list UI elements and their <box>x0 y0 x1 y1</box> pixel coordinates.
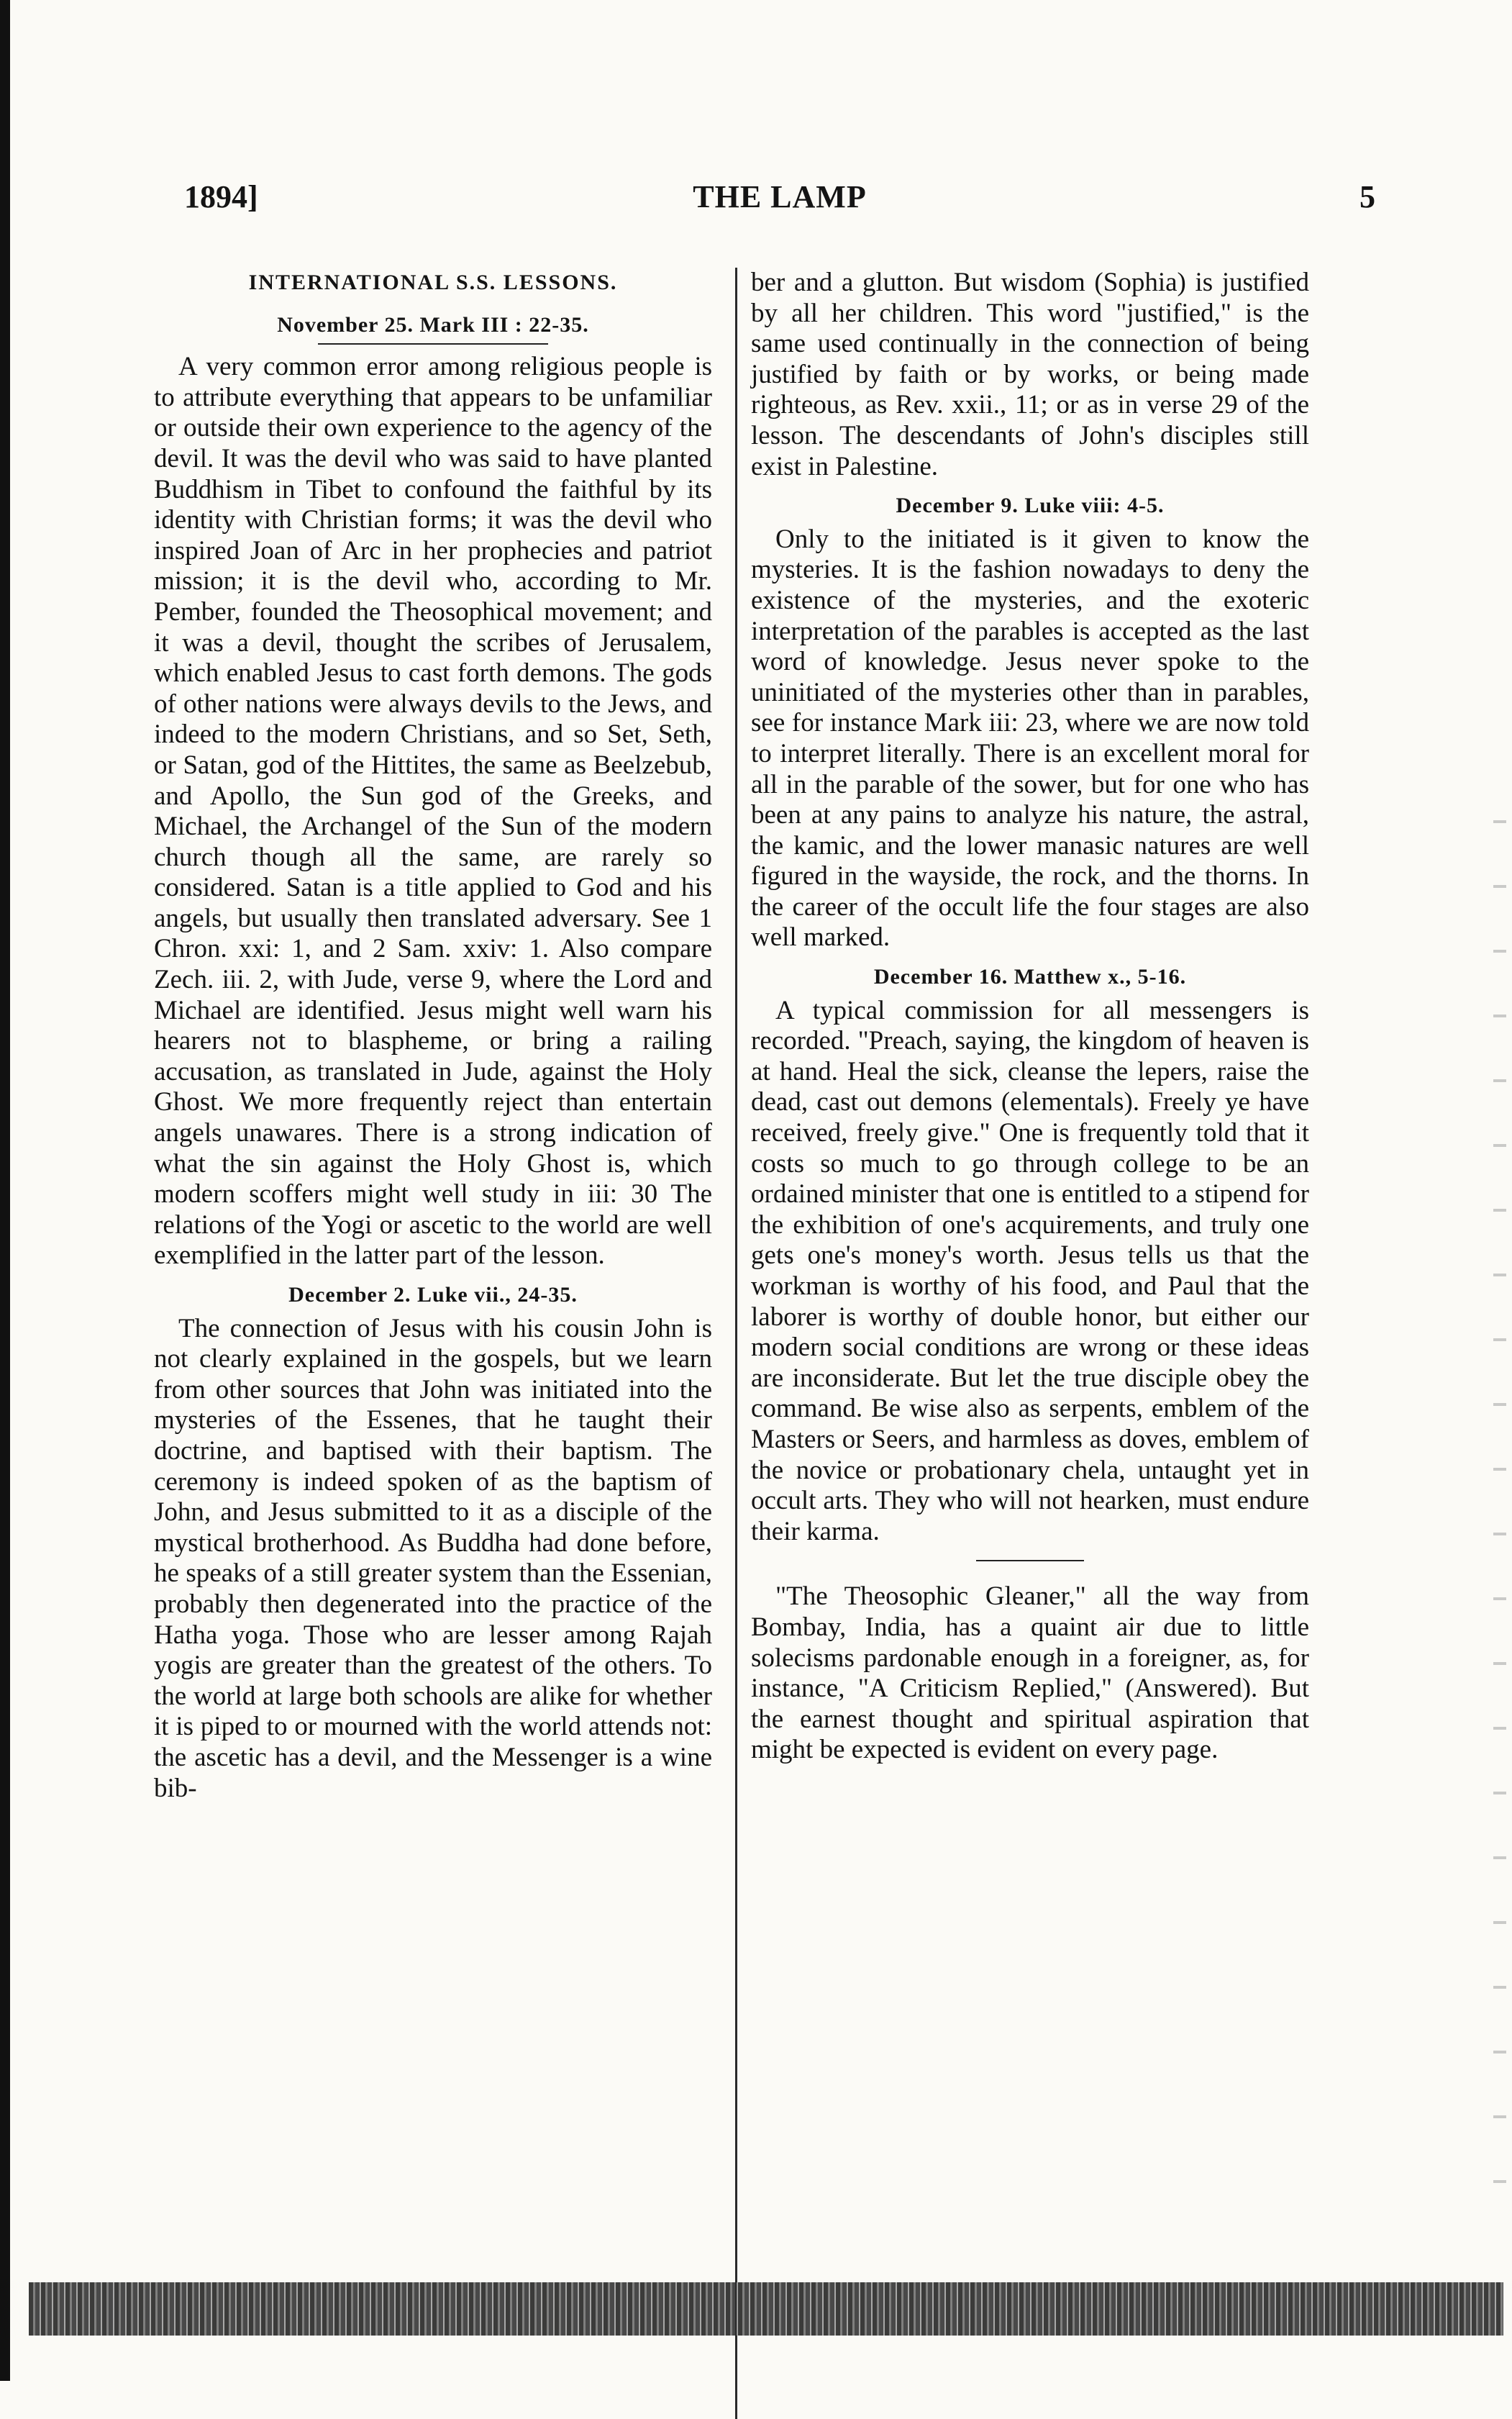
section-end-rule <box>976 1560 1084 1561</box>
lesson-paragraph: The connection of Jesus with his cousin John is not clearly explained in the gospels, but we learn from other sources that John was initiated into the mysteries of the Essenes, that he taught their doctrine, and baptised with their baptism. The ceremony is indeed spoken of as the baptism of John, and Jesus submitted to it as a disciple of the mystical brotherhood. As Buddha had done before, he speaks of a still greater system than the Essenian, probably then degenerated into the practice of the Hatha yoga. Those who are lesser among Rajah yogis are greater than the greatest of the others. To the world at large both schools are alike for whether it is piped to or mourned with the world attends not: the ascetic has a devil, and the Messenger is a wine bib- <box>154 1313 712 1803</box>
lesson-paragraph: Only to the initiated is it given to know the mysteries. It is the fashion nowadays to deny the existence of the mysteries, and the exoteric interpretation of the parables is accepted as the last word of knowledge. Jesus never spoke to the uninitiated of the mysteries other than in parables, see for instance Mark iii: 23, where we are now told to interpret literally. There is an excellent moral for all in the parable of the sower, but for one who has been at any pains to analyze his nature, the astral, the kamic, and the lower manasic natures are well figured in the wayside, the rock, and the thorns. In the career of the occult life the four stages are also well marked. <box>751 524 1309 953</box>
heading-rule <box>318 343 548 345</box>
lesson-heading: December 16. Matthew x., 5-16. <box>873 965 1187 989</box>
header-year: 1894] <box>184 179 258 214</box>
gleaner-paragraph: "The Theosophic Gleaner," all the way from Bombay, India, has a quaint air due to little solecisms pardonable enough in a foreigner, as, for instance, "A Criticism Replied," (Answered). But the earnest thought and spiritual aspiration that might be expected is evident on every page. <box>751 1581 1309 1765</box>
lesson-paragraph: A very common error among religious people is to attribute everything that appears to be unfamiliar or outside their own experience to the agency of the devil. It was the devil who was said to have planted Buddhism in Tibet to confound the faithful by its identity with Christian forms; it was the devil who inspired Joan of Arc in her prophecies and patriot mission; it is the devil who, according to Mr. Pember, founded the Theosophical movement; and it was a devil, thought the scribes of Jerusalem, which enabled Jesus to cast forth demons. The gods of other nations were always devils to the Jews, and indeed to the modern Christians, and so Set, Seth, or Satan, god of the Hittites, the same as Beelzebub, and Apollo, the Sun god of the Greeks, and Michael, the Archangel of the Sun of the modern church though all the same, are rarely so considered. Satan is a title applied to God and his angels, but usually then translated adversary. See 1 Chron. xxi: 1, and 2 Sam. xxiv: 1. Also compare Zech. iii. 2, with Jude, verse 9, where the Lord and Michael are identified. Jesus might well warn his hearers not to blaspheme, or bring a railing accusation, as translated in Jude, against the Holy Ghost. We more frequently reject than entertain angels unawares. There is a strong indication of what the sin against the Holy Ghost is, which modern scoffers might well study in iii: 30 The relations of the Yogi or ascetic to the world are well exemplified in the latter part of the lesson. <box>154 352 712 1271</box>
lesson-heading: November 25. Mark III : 22-35. <box>277 312 589 337</box>
header-page-number: 5 <box>1360 179 1375 214</box>
lesson-heading: December 2. Luke vii., 24-35. <box>288 1283 578 1307</box>
section-title: INTERNATIONAL S.S. LESSONS. <box>248 271 618 294</box>
lesson-paragraph: A typical commission for all messengers is recorded. "Preach, saying, the kingdom of heaven is at hand. Heal the sick, cleanse the lepers, raise the dead, cast out demons (elementals). Freely ye have received, freely give." One is frequently told that it costs so much to go through college to be an ordained minister that one is entitled to a stipend for the exhibition of one's acquirements, and truly one gets one's money's worth. Jesus tells us that the workman is worthy of his food, and Paul that the laborer is worthy of double honor, but either our modern social conditions are wrong or these ideas are inconsiderate. But let the true disciple obey the command. Be wise also as serpents, emblem of the Masters or Seers, and harmless as doves, emblem of the novice or probationary chela, untaught yet in occult arts. They who will not hearken, must endure their karma. <box>751 995 1309 1546</box>
header-title: THE LAMP <box>693 179 867 214</box>
scan-bottom-band <box>29 2282 1503 2336</box>
left-column <box>154 268 712 1804</box>
right-column <box>751 268 1309 1766</box>
scan-edge-artifact <box>1493 791 1506 2230</box>
lesson-paragraph-continued: ber and a glutton. But wisdom (Sophia) is justified by all her children. This word "justified," is the same used continually in the connection of being justified by faith or by works, or being made righteous, as Rev. xxii., 11; or as in verse 29 of the lesson. The descendants of John's disciples still exist in Palestine. <box>751 268 1309 481</box>
left-margin-bar <box>0 0 10 2381</box>
page-header <box>184 178 1375 222</box>
lesson-heading: December 9. Luke viii: 4-5. <box>896 494 1165 518</box>
column-divider <box>735 268 737 2419</box>
